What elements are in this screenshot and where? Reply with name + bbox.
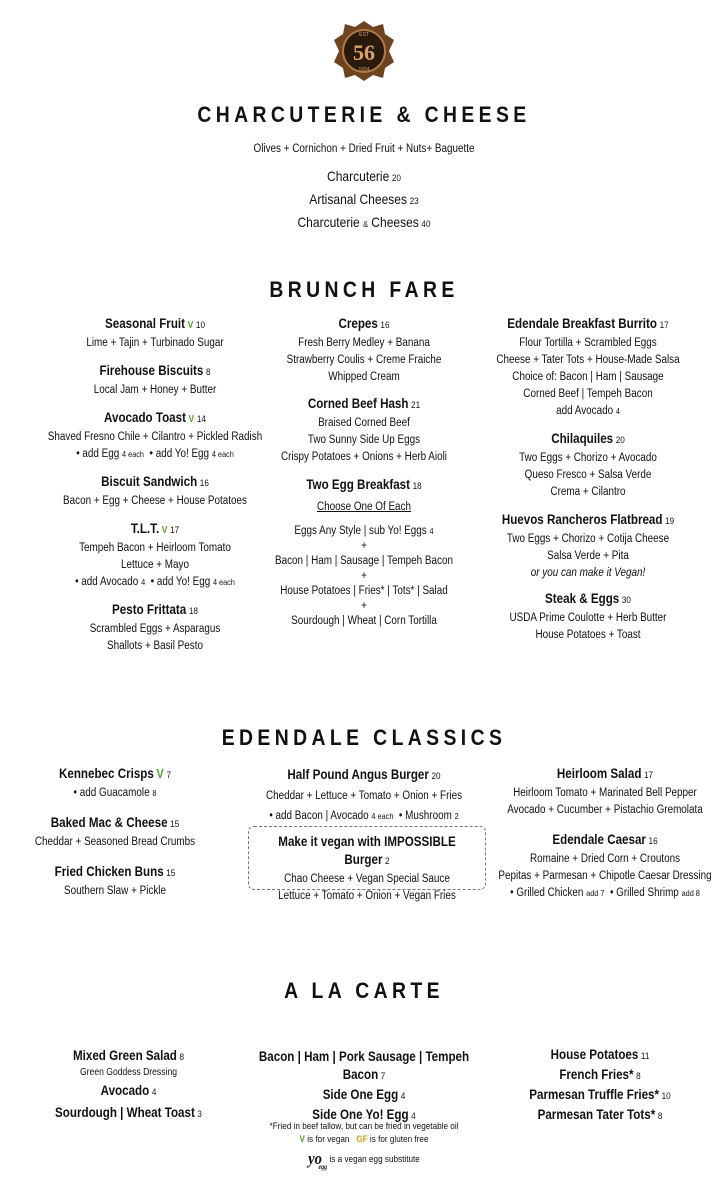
carte-left-column: Mixed Green Salad 8 Green Goddess Dressing Avocado 4 Sourdough | Wheat Toast 3: [18, 1047, 239, 1124]
menu-item-avocado-toast: Avocado Toast V 14 Shaved Fresno Chile + Cilantro + Pickled Radish • add Egg 4 each • add Yo! Egg 4 each: [47, 410, 263, 460]
menu-item-kennebec-crisps: Kennebec Crisps V 7 • add Guacamole 8: [58, 766, 172, 799]
yo-egg-legend: $yo_{egg}$ is a vegan egg substitute: [308, 1149, 420, 1171]
menu-item-truffle-fries: Parmesan Truffle Fries* 10: [529, 1087, 671, 1102]
menu-item-tater-tots: Parmesan Tater Tots* 8: [537, 1107, 663, 1122]
carte-middle-column: [248, 1048, 480, 1171]
menu-item-chilaquiles: Chilaquiles 20 Two Eggs + Chorizo + Avocado Queso Fresco + Salsa Verde Crema + Cilantro: [519, 431, 657, 498]
menu-item: Charcuterie 20: [327, 168, 401, 184]
vegan-badge: V: [187, 320, 194, 331]
classics-right-column: [493, 765, 717, 902]
diet-legend: V is for vegan GF is for gluten free: [299, 1134, 429, 1145]
charcuterie-items: [51, 166, 677, 235]
carte-section-title: A LA CARTE: [284, 978, 444, 1003]
menu-item-tlt: T.L.T. V 17 Tempeh Bacon + Heirloom Tomato Lettuce + Mayo • add Avocado 4 • add Yo! Egg 4 each: [75, 521, 235, 588]
menu-item-crepes: Crepes 16 Fresh Berry Medley + Banana Strawberry Coulis + Creme Fraiche Whipped Cream: [286, 316, 442, 383]
menu-item-avocado: Avocado 4: [100, 1083, 157, 1098]
logo-top-text: EST: [359, 32, 369, 38]
fried-footnote: *Fried in beef tallow, but can be fried in vegetable oil: [269, 1121, 459, 1132]
brunch-right-column: [472, 315, 704, 644]
logo-bottom-text: 1924: [358, 67, 370, 73]
menu-item-mixed-green-salad: Mixed Green Salad 8: [72, 1048, 185, 1063]
logo-number: 56: [353, 40, 375, 65]
menu-item-biscuit-sandwich: Biscuit Sandwich 16 Bacon + Egg + Cheese + House Potatoes: [63, 474, 247, 507]
menu-item-side-egg: Side One Egg 4: [322, 1087, 406, 1102]
impossible-burger-box: Make it vegan with IMPOSSIBLE Burger 2 Chao Cheese + Vegan Special Sauce Lettuce + Tomato + Onion + Vegan Fries: [248, 826, 486, 890]
menu-item-french-fries: French Fries* 8: [559, 1067, 641, 1082]
menu-item-huevos-rancheros: Huevos Rancheros Flatbread 19 Two Eggs + Chorizo + Cotija Cheese Salsa Verde + Pita or you can make it Vegan!: [501, 512, 675, 579]
charcuterie-subtitle: Olives + Cornichon + Dried Fruit + Nuts+ Baguette: [253, 143, 475, 155]
vegan-badge: V: [161, 525, 168, 536]
menu-item-toast: Sourdough | Wheat Toast 3: [55, 1105, 202, 1120]
menu-item-corned-beef-hash: Corned Beef Hash 21 Braised Corned Beef Two Sunny Side Up Eggs Crispy Potatoes + Onions + Herb Aioli: [280, 396, 448, 463]
menu-item-mac-cheese: Baked Mac & Cheese 15 Cheddar + Seasoned Bread Crumbs: [34, 815, 196, 848]
vegan-badge: V: [156, 766, 164, 781]
brunch-section-title: BRUNCH FARE: [269, 277, 459, 302]
menu-item-breakfast-burrito: Edendale Breakfast Burrito 17 Flour Tortilla + Scrambled Eggs Cheese + Tater Tots + House-Made Salsa Choice of: Bacon | Ham | Sausage Corned Beef | Tempeh Bacon add Avocado 4: [496, 316, 680, 417]
carte-right-column: [493, 1046, 708, 1126]
menu-item-pesto-frittata: Pesto Frittata 18 Scrambled Eggs + Asparagus Shallots + Basil Pesto: [89, 602, 221, 652]
classics-left-column: [16, 765, 214, 900]
brunch-middle-column: [248, 315, 480, 630]
menu-item-steak-eggs: Steak & Eggs 30 USDA Prime Coulotte + Herb Butter House Potatoes + Toast: [509, 591, 667, 641]
vegan-badge: V: [188, 414, 195, 425]
menu-item-angus-burger: Half Pound Angus Burger 20 Cheddar + Lettuce + Tomato + Onion + Fries • add Bacon | Avocado 4 each • Mushroom 2: [265, 767, 463, 822]
menu-item: Charcuterie & Cheeses 40: [297, 214, 431, 230]
menu-item-fried-chicken-buns: Fried Chicken Buns 15 Southern Slaw + Pickle: [54, 864, 176, 897]
menu-item-heirloom-salad: Heirloom Salad 17 Heirloom Tomato + Marinated Bell Pepper Avocado + Cucumber + Pistachio Gremolata: [507, 766, 703, 816]
brunch-left-column: [39, 315, 271, 655]
classics-section-title: EDENDALE CLASSICS: [221, 725, 507, 750]
menu-item-firehouse-biscuits: Firehouse Biscuits 8 Local Jam + Honey + Butter: [93, 363, 217, 396]
menu-item-side-meats: Bacon | Ham | Pork Sausage | Tempeh Bacon 7: [258, 1049, 470, 1082]
menu-item-side-yo-egg: Side One Yo! Egg 4: [312, 1107, 416, 1122]
menu-item-edendale-caesar: Edendale Caesar 16 Romaine + Dried Corn + Croutons Pepitas + Parmesan + Chipotle Caesar Dressing • Grilled Chicken add 7 • Grilled Shrimp add 8: [498, 832, 712, 899]
menu-item-seasonal-fruit: Seasonal Fruit V 10 Lime + Tajin + Turbinado Sugar: [86, 316, 224, 349]
menu-item-house-potatoes: House Potatoes 11: [550, 1047, 650, 1062]
charcuterie-section-title: CHARCUTERIE & CHEESE: [197, 102, 531, 127]
menu-item: Artisanal Cheeses 23: [309, 191, 419, 207]
firehouse-badge-logo: [333, 20, 395, 82]
yo-egg-logo: $yo_{egg}$: [308, 1149, 328, 1171]
menu-item-two-egg-breakfast: Two Egg Breakfast 18 Choose One Of Each Eggs Any Style | sub Yo! Eggs 4 + Bacon | Ham | Sausage | Tempeh Bacon + House Potatoes | Fries* | Tots* | Salad + Sourdough | Wheat | Corn Tortilla: [275, 477, 453, 627]
